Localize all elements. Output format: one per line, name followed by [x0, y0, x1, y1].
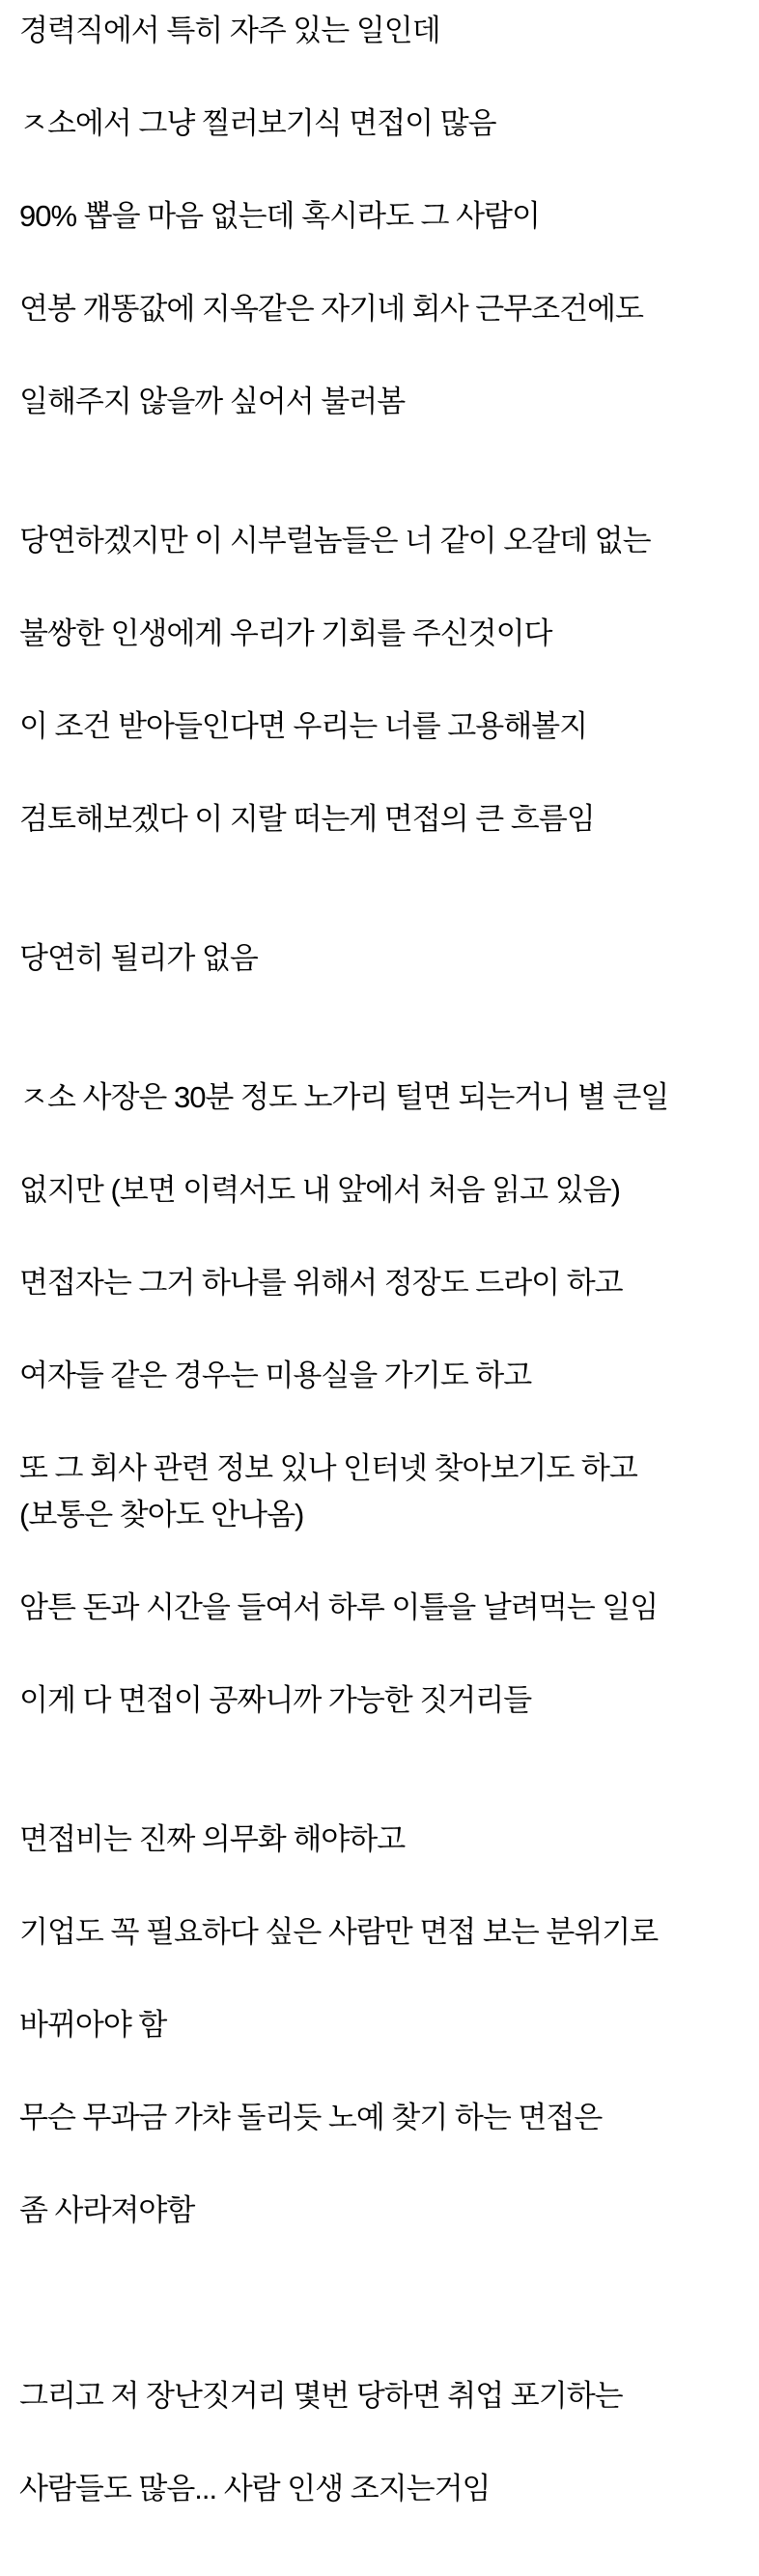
- text-line: 검토해보겠다 이 지랄 떠는게 면접의 큰 흐름임: [19, 802, 595, 836]
- text-line: 사람들도 많음... 사람 인생 조지는거임: [19, 2472, 491, 2505]
- text-line: 이 조건 받아들인다면 우리는 너를 고용해볼지: [19, 709, 588, 743]
- text-line: 90% 뽑을 마음 없는데 혹시라도 그 사람이: [19, 199, 540, 233]
- text-line: 없지만 (보면 이력서도 내 앞에서 처음 읽고 있음): [19, 1173, 620, 1207]
- text-line: 연봉 개똥값에 지옥같은 자기네 회사 근무조건에도: [19, 292, 643, 326]
- text-line: 면접자는 그거 하나를 위해서 정장도 드라이 하고: [19, 1266, 623, 1300]
- text-line: ㅈ소에서 그냥 찔러보기식 면접이 많음: [19, 106, 496, 140]
- text-line: 좀 사라져야함: [19, 2193, 195, 2227]
- text-line: 기업도 꼭 필요하다 싶은 사람만 면접 보는 분위기로: [19, 1915, 659, 1949]
- text-line: 그리고 저 장난짓거리 몇번 당하면 취업 포기하는: [19, 2379, 623, 2413]
- text-line: 무슨 무과금 가챠 돌리듯 노예 찾기 하는 면접은: [19, 2101, 603, 2134]
- text-line: 경력직에서 특히 자주 있는 일인데: [19, 14, 440, 47]
- text-line: 이게 다 면접이 공짜니까 가능한 짓거리들: [19, 1683, 532, 1717]
- text-line: 또 그 회사 관련 정보 있나 인터넷 찾아보기도 하고 (보통은 찾아도 안나옴): [19, 1451, 637, 1531]
- text-line: 면접비는 진짜 의무화 해야하고: [19, 1822, 406, 1856]
- text-line: 바뀌아야 함: [19, 2008, 167, 2042]
- text-line: 당연히 될리가 없음: [19, 941, 258, 975]
- text-line: 당연하겠지만 이 시부럴놈들은 너 같이 오갈데 없는: [19, 524, 651, 558]
- text-line: 일해주지 않을까 싶어서 불러봄: [19, 385, 406, 418]
- post-body: [19, 8, 738, 2512]
- text-line: ㅈ소 사장은 30분 정도 노가리 털면 되는거니 별 큰일: [19, 1080, 669, 1114]
- text-line: 불쌍한 인생에게 우리가 기회를 주신것이다: [19, 616, 552, 650]
- text-line: 암튼 돈과 시간을 들여서 하루 이틀을 날려먹는 일임: [19, 1590, 659, 1624]
- text-line: 여자들 같은 경우는 미용실을 가기도 하고: [19, 1359, 532, 1392]
